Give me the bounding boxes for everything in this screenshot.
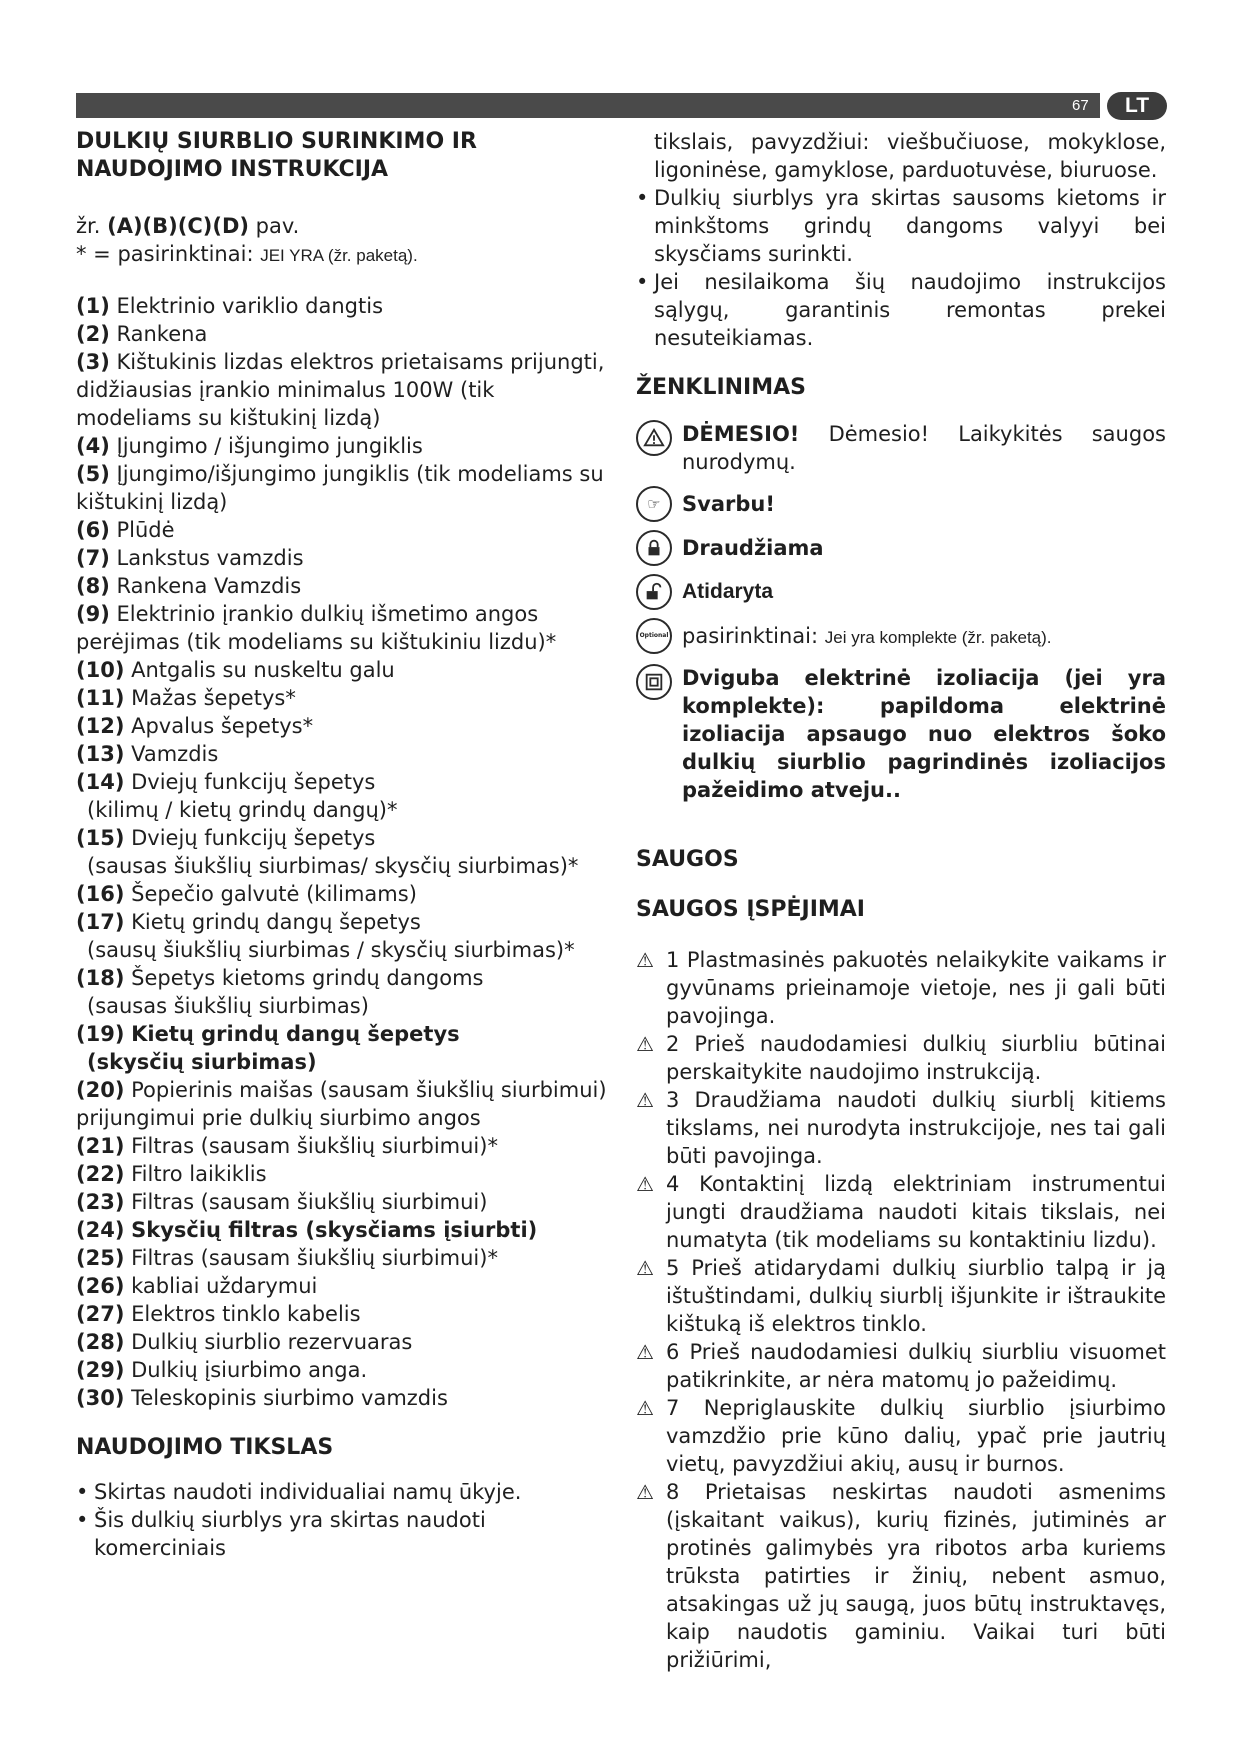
warning-item: ⚠ 8 Prietaisas neskirtas naudoti asmenims (įskaitant vaikus), kurių fizinės, jutiminės ar protinės galimybės yra ribotos arba kuriems trūksta patirties ir žinių, nebent asmuo, atsakingas už jų saugą, juos būtų instruktavęs, kaip naudotis gaminiu. Vaikai turi būti prižiūrimi, [636, 1480, 1166, 1672]
part-item: (25) Filtras (sausam šiukšlių siurbimui)* [76, 1246, 498, 1270]
list-item: • Jei nesilaikoma šių naudojimo instrukcijos sąlygų, garantinis remontas prekei nesuteikiamas. [636, 268, 1166, 352]
part-item: (12) Apvalus šepetys* [76, 714, 314, 738]
warning-item: ⚠ 3 Draudžiama naudoti dulkių siurblį kitiems tikslams, nei nurodyta instrukcijoje, nes tai gali būti pavojinga. [636, 1088, 1166, 1168]
warning-icon: ⚠ [636, 1480, 654, 1504]
part-item: (28) Dulkių siurblio rezervuaras [76, 1330, 413, 1354]
part-item: (16) Šepečio galvutė (kilimams) [76, 882, 417, 906]
part-item: (7) Lankstus vamzdis [76, 546, 304, 570]
unlock-icon [636, 574, 672, 610]
warnings-title: SAUGOS ĮSPĖJIMAI [636, 897, 865, 922]
safety-title: SAUGOS [636, 847, 739, 872]
warning-item: ⚠ 4 Kontaktinį lizdą elektriniam instrumentui jungti draudžiama naudoti kitais tikslais, nei numatyta (tik modeliams su kontaktiniu lizdu). [636, 1172, 1166, 1252]
marking-prohibited: Draudžiama [636, 530, 1166, 566]
list-item: • Dulkių siurblys yra skirtas sausoms kietoms ir minkštoms grindų dangoms valyyi bei skysčiams surinkti. [636, 184, 1166, 268]
page-number: 67 [1072, 97, 1089, 114]
part-item: (14) Dviejų funkcijų šepetys (kilimų / kietų grindų dangų)* [76, 770, 398, 822]
purpose-title: NAUDOJIMO TIKSLAS [76, 1435, 334, 1460]
list-item: • Šis dulkių siurblys yra skirtas naudoti komerciniais [76, 1506, 614, 1562]
warning-triangle-icon [636, 420, 672, 456]
warning-icon: ⚠ [636, 1340, 654, 1364]
optional-icon: Optional [636, 618, 672, 654]
warning-item: ⚠ 5 Prieš atidarydami dulkių siurblio talpą ir ją ištuštindami, dulkių siurblį išjunkite ir ištraukite kištuką iš elektros tinklo. [636, 1256, 1166, 1336]
part-item: (19) Kietų grindų dangų šepetys (skysčių siurbimas) [76, 1022, 460, 1074]
warning-icon: ⚠ [636, 948, 654, 972]
marking-open: Atidaryta [636, 574, 1166, 610]
part-item: (20) Popierinis maišas (sausam šiukšlių siurbimui) prijungimui prie dulkių siurbimo angos [76, 1078, 607, 1130]
figure-labels: (A)(B)(C)(D) [107, 214, 249, 238]
part-item: (15) Dviejų funkcijų šepetys (sausas šiukšlių siurbimas/ skysčių siurbimas)* [76, 826, 579, 878]
part-item: (2) Rankena [76, 322, 208, 346]
marking-optional: Optional pasirinktinai: Jei yra komplekte (žr. paketą). [636, 618, 1166, 656]
part-item: (13) Vamzdis [76, 742, 219, 766]
part-item: (18) Šepetys kietoms grindų dangoms (sausas šiukšlių siurbimas) [76, 966, 484, 1018]
marking-important: ☞ Svarbu! [636, 486, 1166, 522]
marking-double-insulation: Dviguba elektrinė izoliacija (jei yra komplekte): papildoma elektrinė izoliacija apsaugo nuo elektros šoko dulkių siurblio pagrindinės izoliacijos pažeidimo atveju.. [636, 664, 1166, 804]
main-title: DULKIŲ SIURBLIO SURINKIMO IR NAUDOJIMO INSTRUKCIJA [76, 129, 477, 182]
double-square-icon [636, 664, 672, 700]
part-item: (5) Įjungimo/išjungimo jungiklis (tik modeliams su kištukinį lizdą) [76, 462, 604, 514]
warning-item: ⚠ 1 Plastmasinės pakuotės nelaikykite vaikams ir gyvūnams prieinamoje vietoje, nes ji gali būti pavojinga. [636, 948, 1166, 1028]
part-item: (10) Antgalis su nuskeltu galu [76, 658, 395, 682]
part-item: (8) Rankena Vamzdis [76, 574, 302, 598]
warning-item: ⚠ 7 Nepriglauskite dulkių siurblio įsiurbimo vamzdžio prie kūno dalių, ypač prie jautrių vietų, pavyzdžiui akių, ausų ir burnos. [636, 1396, 1166, 1476]
part-item: (6) Plūdė [76, 518, 175, 542]
right-column [636, 128, 1166, 1674]
part-item: (24) Skysčių filtras (skysčiams įsiurbti) [76, 1218, 538, 1242]
warning-item: ⚠ 6 Prieš naudodamiesi dulkių siurbliu visuomet patikrinkite, ar nėra matomų jo pažeidimų. [636, 1340, 1166, 1392]
warning-icon: ⚠ [636, 1396, 654, 1420]
purpose-bullets-cont [636, 184, 1166, 352]
language-badge: LT [1107, 92, 1167, 120]
part-item: (27) Elektros tinklo kabelis [76, 1302, 361, 1326]
pointing-hand-icon: ☞ [636, 486, 672, 522]
lock-icon [636, 530, 672, 566]
part-item: (22) Filtro laikiklis [76, 1162, 267, 1186]
part-item: (30) Teleskopinis siurbimo vamzdis [76, 1386, 448, 1410]
parts-list [76, 292, 614, 1412]
left-column [76, 128, 614, 1562]
header-bar [76, 93, 1100, 118]
warning-item: ⚠ 2 Prieš naudodamiesi dulkių siurbliu būtinai perskaitykite naudojimo instrukciją. [636, 1032, 1167, 1084]
list-item: • Skirtas naudoti individualiai namų ūkyje. [76, 1478, 614, 1506]
warning-icon: ⚠ [636, 1172, 654, 1196]
warning-icon: ⚠ [636, 1088, 654, 1112]
warning-icon: ⚠ [636, 1032, 654, 1056]
optional-legend: * = pasirinktinai: JEI YRA (žr. paketą). [76, 242, 418, 266]
part-item: (9) Elektrinio įrankio dulkių išmetimo angos perėjimas (tik modeliams su kištukiniu lizdu)* [76, 602, 557, 654]
purpose-bullets [76, 1478, 614, 1562]
part-item: (3) Kištukinis lizdas elektros prietaisams prijungti, didžiausias įrankio minimalus 100W (tik modeliams su kištukinį lizdą) [76, 350, 605, 430]
part-item: (1) Elektrinio variklio dangtis [76, 294, 384, 318]
marking-attention: DĖMESIO! Dėmesio! Laikykitės saugos nurodymų. [636, 420, 1166, 476]
part-item: (4) Įjungimo / išjungimo jungiklis [76, 434, 423, 458]
purpose-continuation: tikslais, pavyzdžiui: viešbučiuose, mokyklose, ligoninėse, gamyklose, parduotuvėse, biuruose. [654, 130, 1166, 182]
part-item: (17) Kietų grindų dangų šepetys (sausų šiukšlių siurbimas / skysčių siurbimas)* [76, 910, 575, 962]
part-item: (26) kabliai uždarymui [76, 1274, 318, 1298]
marking-title: ŽENKLINIMAS [636, 375, 807, 400]
warning-icon: ⚠ [636, 1256, 654, 1280]
part-item: (11) Mažas šepetys* [76, 686, 296, 710]
figure-reference: žr. (A)(B)(C)(D) pav. [76, 214, 300, 238]
part-item: (21) Filtras (sausam šiukšlių siurbimui)* [76, 1134, 498, 1158]
part-item: (23) Filtras (sausam šiukšlių siurbimui) [76, 1190, 488, 1214]
warnings-list [636, 946, 1166, 1674]
part-item: (29) Dulkių įsiurbimo anga. [76, 1358, 368, 1382]
